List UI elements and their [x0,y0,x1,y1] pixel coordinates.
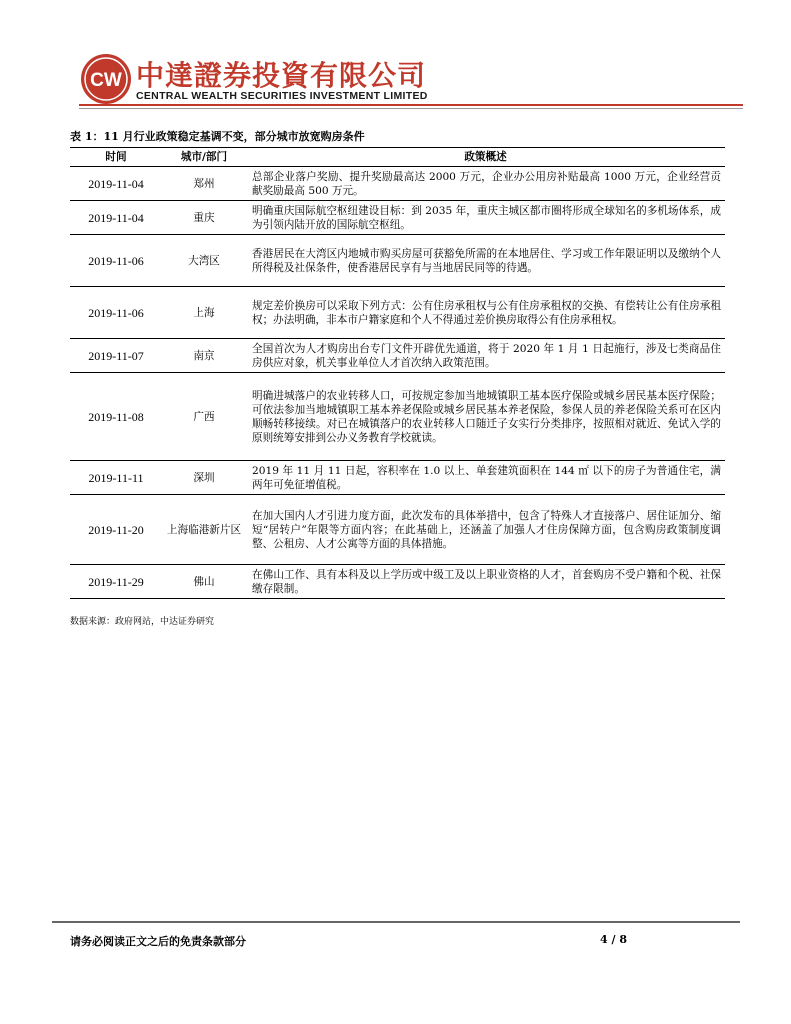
table-row [70,235,725,287]
row-city: 深圳 [162,461,246,495]
row-summary: 2019 年 11 月 11 日起，容积率在 1.0 以上、单套建筑面积在 144 ㎡ 以下的房子为普通住宅，满两年可免征增值税。 [246,461,725,495]
logo-text: CW [90,70,122,91]
header-divider [79,104,743,106]
row-date: 2019-11-29 [70,565,162,599]
table-row [70,461,725,495]
table-row [70,167,725,201]
header-date: 时间 [70,148,162,167]
header-city: 城市/部门 [162,148,246,167]
row-date: 2019-11-07 [70,339,162,373]
header-summary: 政策概述 [246,148,725,167]
row-city: 大湾区 [162,235,246,287]
footer-divider [52,921,740,923]
row-city: 郑州 [162,167,246,201]
row-summary: 规定差价换房可以采取下列方式：公有住房承租权与公有住房承租权的交换、有偿转让公有住房承租权；办法明确，非本市户籍家庭和个人不得通过差价换房取得公有住房承租权。 [246,287,725,339]
table-caption: 表 1：11 月行业政策稳定基调不变，部分城市放宽购房条件 [70,130,365,143]
row-summary: 香港居民在大湾区内地城市购买房屋可获豁免所需的在本地居住、学习或工作年限证明以及缴纳个人所得税及社保条件，使香港居民享有与当地居民同等的待遇。 [246,235,725,287]
policy-table [70,147,725,599]
table-row [70,495,725,565]
row-date: 2019-11-11 [70,461,162,495]
brand-name-cn: 中達證券投資有限公司 [136,59,427,92]
data-source-note: 数据来源：政府网站，中达证券研究 [70,617,215,627]
row-city: 佛山 [162,565,246,599]
brand-name-en: CENTRAL WEALTH SECURITIES INVESTMENT LIMITED [136,90,428,102]
table-row [70,201,725,235]
row-summary: 总部企业落户奖励、提升奖励最高达 2000 万元，企业办公用房补贴最高 1000 万元，企业经营贡献奖励最高 500 万元。 [246,167,725,201]
row-city: 广西 [162,373,246,461]
table-row [70,339,725,373]
row-city: 南京 [162,339,246,373]
row-date: 2019-11-04 [70,167,162,201]
row-date: 2019-11-06 [70,235,162,287]
header-divider-thin [79,108,743,109]
table-header-row [70,148,725,167]
company-logo-icon [79,52,133,106]
row-date: 2019-11-20 [70,495,162,565]
row-summary: 全国首次为人才购房出台专门文件开辟优先通道，将于 2020 年 1 月 1 日起施行，涉及七类商品住房供应对象，机关事业单位人才首次纳入政策范围。 [246,339,725,373]
footer-disclaimer: 请务必阅读正文之后的免责条款部分 [70,935,246,948]
row-date: 2019-11-04 [70,201,162,235]
row-city: 上海 [162,287,246,339]
row-city: 上海临港新片区 [162,495,246,565]
row-city: 重庆 [162,201,246,235]
row-date: 2019-11-08 [70,373,162,461]
row-summary: 明确重庆国际航空枢纽建设目标：到 2035 年，重庆主城区都市圈将形成全球知名的多机场体系，成为引领内陆开放的国际航空枢纽。 [246,201,725,235]
row-summary: 在加大国内人才引进力度方面，此次发布的具体举措中，包含了特殊人才直接落户、居住证加分、缩短“居转户”年限等方面内容；在此基础上，还涵盖了加强人才住房保障方面，包含购房政策制度调整、公租房、人才公寓等方面的具体措施。 [246,495,725,565]
table-row [70,287,725,339]
page-number: 4 / 8 [600,933,627,946]
table-row [70,373,725,461]
row-summary: 明确进城落户的农业转移人口，可按规定参加当地城镇职工基本医疗保险或城乡居民基本医疗保险；可依法参加当地城镇职工基本养老保险或城乡居民基本养老保险，参保人员的养老保险关系可在区内顺畅转移接续。对已在城镇落户的农业转移人口随迁子女实行分类排序，按照相对就近、免试入学的原则统筹安排到公办义务教育学校就读。 [246,373,725,461]
table-row [70,565,725,599]
row-summary: 在佛山工作、具有本科及以上学历或中级工及以上职业资格的人才，首套购房不受户籍和个税、社保缴存限制。 [246,565,725,599]
row-date: 2019-11-06 [70,287,162,339]
